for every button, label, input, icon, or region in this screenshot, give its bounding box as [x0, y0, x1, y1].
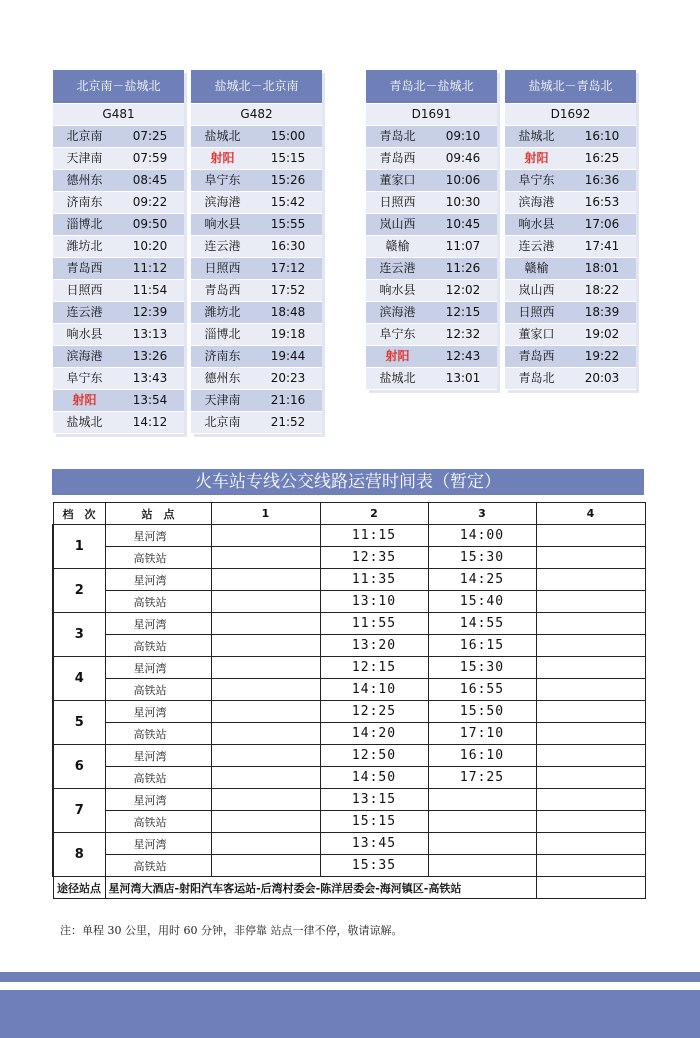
- station-name: 射阳: [385, 349, 410, 363]
- header-cell: 站 点: [105, 503, 211, 525]
- station-name: 董家口: [379, 173, 416, 187]
- bus-time: 15:50: [428, 701, 536, 723]
- train-number: G482: [191, 104, 322, 126]
- departure-time: 15:42: [270, 195, 306, 209]
- bus-time: 11:15: [320, 525, 428, 547]
- train-stop-row: [505, 192, 636, 214]
- station-name: 日照西: [66, 283, 103, 297]
- station-name: 潍坊北: [204, 305, 241, 319]
- station-name: 响水县: [379, 283, 416, 297]
- station-name: 盐城北: [204, 129, 241, 143]
- train-stops: [366, 126, 497, 390]
- station-name: 日照西: [204, 261, 241, 275]
- train-stop-row: [191, 170, 322, 192]
- train-stop-row: [366, 280, 497, 302]
- departure-time: 10:20: [132, 239, 168, 253]
- bus-time: [536, 679, 645, 701]
- bus-time: [211, 811, 320, 833]
- station-name: 连云港: [518, 239, 555, 253]
- station-name: 射阳: [210, 151, 235, 165]
- departure-time: 12:32: [445, 327, 481, 341]
- train-stop-row: [505, 324, 636, 346]
- route-row: [53, 877, 645, 899]
- train-stop-row: [191, 412, 322, 434]
- train-stop-row: [53, 368, 184, 390]
- stop-name: 星河湾: [105, 701, 211, 723]
- train-stop-row: [505, 214, 636, 236]
- departure-time: 13:01: [445, 371, 481, 385]
- station-name: 董家口: [518, 327, 555, 341]
- departure-time: 18:39: [584, 305, 620, 319]
- stop-name: 高铁站: [105, 723, 211, 745]
- bus-time: 13:10: [320, 591, 428, 613]
- departure-time: 09:46: [445, 151, 481, 165]
- station-name: 日照西: [518, 305, 555, 319]
- bus-row: [53, 855, 645, 877]
- bus-time: 14:50: [320, 767, 428, 789]
- shift-number: 8: [53, 833, 105, 877]
- header-cell: 档 次: [53, 503, 105, 525]
- stop-name: 高铁站: [105, 547, 211, 569]
- train-stop-row: [191, 126, 322, 148]
- station-name: 响水县: [518, 217, 555, 231]
- departure-time: 15:26: [270, 173, 306, 187]
- bus-time: [536, 657, 645, 679]
- train-stop-row: [505, 280, 636, 302]
- departure-time: 20:03: [584, 371, 620, 385]
- station-name: 岚山西: [379, 217, 416, 231]
- departure-time: 09:50: [132, 217, 168, 231]
- stop-name: 高铁站: [105, 767, 211, 789]
- train-stop-row: [53, 236, 184, 258]
- departure-time: 17:41: [584, 239, 620, 253]
- station-name: 滨海港: [518, 195, 555, 209]
- departure-time: 07:25: [132, 129, 168, 143]
- train-stop-row: [366, 236, 497, 258]
- shift-number: 7: [53, 789, 105, 833]
- station-name: 连云港: [66, 305, 103, 319]
- bus-time: [536, 547, 645, 569]
- train-stop-row: [505, 346, 636, 368]
- bus-time: [536, 723, 645, 745]
- station-name: 响水县: [204, 217, 241, 231]
- station-name: 济南东: [204, 349, 241, 363]
- train-number: G481: [53, 104, 184, 126]
- bus-time: [211, 767, 320, 789]
- station-name: 青岛西: [204, 283, 241, 297]
- departure-time: 16:53: [584, 195, 620, 209]
- station-name: 阜宁东: [379, 327, 416, 341]
- decorative-footer: [0, 990, 700, 1038]
- station-name: 济南东: [66, 195, 103, 209]
- train-stops: [505, 126, 636, 390]
- shift-number: 2: [53, 569, 105, 613]
- station-name: 岚山西: [518, 283, 555, 297]
- bus-time: 17:10: [428, 723, 536, 745]
- bus-time: [428, 811, 536, 833]
- train-stop-row: [191, 368, 322, 390]
- bus-time: [428, 855, 536, 877]
- train-table-g482: [191, 70, 322, 434]
- train-route-title: 盐城北－北京南: [191, 70, 322, 104]
- train-number: D1692: [505, 104, 636, 126]
- stop-name: 星河湾: [105, 833, 211, 855]
- departure-time: 16:30: [270, 239, 306, 253]
- bus-time: 13:15: [320, 789, 428, 811]
- stop-name: 高铁站: [105, 635, 211, 657]
- bus-time: 16:10: [428, 745, 536, 767]
- train-stop-row: [53, 148, 184, 170]
- departure-time: 20:23: [270, 371, 306, 385]
- stop-name: 星河湾: [105, 789, 211, 811]
- departure-time: 12:15: [445, 305, 481, 319]
- train-stop-row: [505, 236, 636, 258]
- bus-time: 14:55: [428, 613, 536, 635]
- bus-time: [211, 855, 320, 877]
- train-route-title: 盐城北－青岛北: [505, 70, 636, 104]
- bus-time: [536, 811, 645, 833]
- bus-row: [53, 811, 645, 833]
- departure-time: 18:48: [270, 305, 306, 319]
- departure-time: 15:00: [270, 129, 306, 143]
- train-stop-row: [191, 280, 322, 302]
- bus-row: [53, 767, 645, 789]
- stop-name: 高铁站: [105, 591, 211, 613]
- train-stop-row: [53, 346, 184, 368]
- station-name: 连云港: [379, 261, 416, 275]
- train-stop-row: [53, 126, 184, 148]
- train-stop-row: [366, 126, 497, 148]
- station-name: 德州东: [204, 371, 241, 385]
- train-stop-row: [53, 324, 184, 346]
- bus-time: [211, 833, 320, 855]
- bus-time: 14:20: [320, 723, 428, 745]
- departure-time: 12:02: [445, 283, 481, 297]
- departure-time: 11:12: [132, 261, 168, 275]
- station-name: 阜宁东: [66, 371, 103, 385]
- train-stop-row: [53, 214, 184, 236]
- route-stops: 星河湾大酒店-射阳汽车客运站-后湾村委会-陈洋居委会-海河镇区-高铁站: [105, 877, 536, 899]
- train-route-title: 青岛北－盐城北: [366, 70, 497, 104]
- bus-time: [536, 855, 645, 877]
- train-stop-row: [366, 346, 497, 368]
- bus-time: [536, 613, 645, 635]
- bus-row: [53, 547, 645, 569]
- bus-time: [211, 591, 320, 613]
- departure-time: 16:10: [584, 129, 620, 143]
- bus-time: 11:55: [320, 613, 428, 635]
- bus-body: [53, 525, 645, 877]
- train-stop-row: [366, 148, 497, 170]
- bus-time: [536, 789, 645, 811]
- bus-time: [536, 525, 645, 547]
- train-stop-row: [53, 170, 184, 192]
- bus-time: 12:25: [320, 701, 428, 723]
- departure-time: 19:02: [584, 327, 620, 341]
- departure-time: 10:45: [445, 217, 481, 231]
- bus-row: [53, 569, 645, 591]
- bus-header-row: [53, 503, 645, 525]
- station-name: 青岛北: [379, 129, 416, 143]
- stop-name: 星河湾: [105, 657, 211, 679]
- station-name: 青岛西: [379, 151, 416, 165]
- bus-time: [211, 679, 320, 701]
- train-stops: [191, 126, 322, 434]
- station-name: 北京南: [66, 129, 103, 143]
- station-name: 盐城北: [66, 415, 103, 429]
- bus-schedule-table: [52, 502, 646, 899]
- header-cell: 3: [428, 503, 536, 525]
- train-table-d1692: [505, 70, 636, 390]
- station-name: 淄博北: [66, 217, 103, 231]
- departure-time: 17:12: [270, 261, 306, 275]
- departure-time: 10:06: [445, 173, 481, 187]
- station-name: 连云港: [204, 239, 241, 253]
- train-stop-row: [191, 390, 322, 412]
- departure-time: 18:22: [584, 283, 620, 297]
- bus-time: 16:55: [428, 679, 536, 701]
- departure-time: 17:06: [584, 217, 620, 231]
- station-name: 阜宁东: [518, 173, 555, 187]
- train-stop-row: [505, 148, 636, 170]
- station-name: 滨海港: [204, 195, 241, 209]
- bus-time: [211, 569, 320, 591]
- train-stop-row: [191, 258, 322, 280]
- bus-time: [536, 745, 645, 767]
- bus-time: [536, 569, 645, 591]
- train-table-g481: [53, 70, 184, 434]
- station-name: 日照西: [379, 195, 416, 209]
- departure-time: 07:59: [132, 151, 168, 165]
- bus-row: [53, 833, 645, 855]
- departure-time: 12:39: [132, 305, 168, 319]
- bus-time: [211, 701, 320, 723]
- train-stop-row: [53, 192, 184, 214]
- bus-row: [53, 679, 645, 701]
- train-stop-row: [366, 214, 497, 236]
- bus-time: [536, 701, 645, 723]
- departure-time: 11:07: [445, 239, 481, 253]
- shift-number: 3: [53, 613, 105, 657]
- station-name: 淄博北: [204, 327, 241, 341]
- bus-time: [428, 789, 536, 811]
- train-stop-row: [53, 280, 184, 302]
- station-name: 射阳: [72, 393, 97, 407]
- header-cell: 4: [536, 503, 645, 525]
- departure-time: 21:52: [270, 415, 306, 429]
- station-name: 青岛西: [518, 349, 555, 363]
- train-stop-row: [505, 368, 636, 390]
- train-stop-row: [366, 192, 497, 214]
- train-stop-row: [366, 170, 497, 192]
- bus-row: [53, 635, 645, 657]
- station-name: 滨海港: [379, 305, 416, 319]
- bus-time: [211, 547, 320, 569]
- shift-number: 1: [53, 525, 105, 569]
- bus-row: [53, 745, 645, 767]
- bus-row: [53, 657, 645, 679]
- station-name: 德州东: [66, 173, 103, 187]
- departure-time: 15:55: [270, 217, 306, 231]
- bus-time: 13:45: [320, 833, 428, 855]
- train-route-title: 北京南－盐城北: [53, 70, 184, 104]
- train-stop-row: [191, 236, 322, 258]
- bus-row: [53, 613, 645, 635]
- departure-time: 19:22: [584, 349, 620, 363]
- bus-row: [53, 789, 645, 811]
- departure-time: 19:18: [270, 327, 306, 341]
- train-stop-row: [53, 258, 184, 280]
- bus-time: 15:35: [320, 855, 428, 877]
- train-stop-row: [366, 368, 497, 390]
- stop-name: 高铁站: [105, 855, 211, 877]
- shift-number: 5: [53, 701, 105, 745]
- bus-time: [536, 635, 645, 657]
- header-cell: 2: [320, 503, 428, 525]
- station-name: 北京南: [204, 415, 241, 429]
- train-table-d1691: [366, 70, 497, 390]
- departure-time: 10:30: [445, 195, 481, 209]
- station-name: 青岛西: [66, 261, 103, 275]
- train-stop-row: [53, 412, 184, 434]
- station-name: 盐城北: [379, 371, 416, 385]
- bus-time: 15:30: [428, 547, 536, 569]
- train-stop-row: [366, 324, 497, 346]
- departure-time: 09:10: [445, 129, 481, 143]
- departure-time: 08:45: [132, 173, 168, 187]
- stop-name: 星河湾: [105, 745, 211, 767]
- train-stops: [53, 126, 184, 434]
- shift-number: 4: [53, 657, 105, 701]
- departure-time: 13:26: [132, 349, 168, 363]
- train-stop-row: [53, 302, 184, 324]
- departure-time: 21:16: [270, 393, 306, 407]
- bus-time: [211, 657, 320, 679]
- train-stop-row: [191, 214, 322, 236]
- bus-time: [211, 635, 320, 657]
- header-cell: 1: [211, 503, 320, 525]
- departure-time: 13:43: [132, 371, 168, 385]
- route-empty-cell: [536, 877, 645, 899]
- bus-schedule-title: 火车站专线公交线路运营时间表（暂定）: [52, 469, 644, 495]
- train-stop-row: [505, 170, 636, 192]
- station-name: 阜宁东: [204, 173, 241, 187]
- station-name: 赣榆: [385, 239, 410, 253]
- train-stop-row: [191, 302, 322, 324]
- departure-time: 17:52: [270, 283, 306, 297]
- departure-time: 09:22: [132, 195, 168, 209]
- station-name: 盐城北: [518, 129, 555, 143]
- departure-time: 16:25: [584, 151, 620, 165]
- train-stop-row: [366, 258, 497, 280]
- departure-time: 12:43: [445, 349, 481, 363]
- bus-row: [53, 701, 645, 723]
- bus-time: [211, 613, 320, 635]
- train-stop-row: [191, 192, 322, 214]
- station-name: 赣榆: [524, 261, 549, 275]
- station-name: 青岛北: [518, 371, 555, 385]
- bus-time: 14:25: [428, 569, 536, 591]
- departure-time: 11:26: [445, 261, 481, 275]
- bus-time: [428, 833, 536, 855]
- stop-name: 星河湾: [105, 525, 211, 547]
- bus-time: [536, 591, 645, 613]
- bus-time: 17:25: [428, 767, 536, 789]
- departure-time: 18:01: [584, 261, 620, 275]
- train-stop-row: [191, 324, 322, 346]
- stop-name: 高铁站: [105, 811, 211, 833]
- departure-time: 15:15: [270, 151, 306, 165]
- bus-time: 14:00: [428, 525, 536, 547]
- stop-name: 星河湾: [105, 613, 211, 635]
- stop-name: 高铁站: [105, 679, 211, 701]
- station-name: 潍坊北: [66, 239, 103, 253]
- bus-time: 12:15: [320, 657, 428, 679]
- departure-time: 14:12: [132, 415, 168, 429]
- train-stop-row: [53, 390, 184, 412]
- station-name: 天津南: [66, 151, 103, 165]
- bus-row: [53, 723, 645, 745]
- station-name: 响水县: [66, 327, 103, 341]
- bus-time: [536, 833, 645, 855]
- train-number: D1691: [366, 104, 497, 126]
- departure-time: 13:13: [132, 327, 168, 341]
- bus-time: 11:35: [320, 569, 428, 591]
- bus-time: [211, 525, 320, 547]
- departure-time: 11:54: [132, 283, 168, 297]
- station-name: 射阳: [524, 151, 549, 165]
- bus-time: 13:20: [320, 635, 428, 657]
- bus-time: [211, 789, 320, 811]
- bus-time: [536, 767, 645, 789]
- bus-time: [211, 723, 320, 745]
- train-stop-row: [505, 258, 636, 280]
- train-stop-row: [505, 126, 636, 148]
- bus-time: 15:15: [320, 811, 428, 833]
- train-stop-row: [366, 302, 497, 324]
- train-stop-row: [191, 346, 322, 368]
- stop-name: 星河湾: [105, 569, 211, 591]
- route-label: 途径站点: [53, 877, 105, 899]
- departure-time: 13:54: [132, 393, 168, 407]
- bus-row: [53, 591, 645, 613]
- departure-time: 19:44: [270, 349, 306, 363]
- footnote: 注：单程 30 公里，用时 60 分钟，非停靠 站点一律不停，敬请谅解。: [60, 924, 403, 937]
- bus-time: 15:30: [428, 657, 536, 679]
- bus-time: [211, 745, 320, 767]
- bus-time: 12:35: [320, 547, 428, 569]
- bus-time: 12:50: [320, 745, 428, 767]
- station-name: 天津南: [204, 393, 241, 407]
- departure-time: 16:36: [584, 173, 620, 187]
- bus-row: [53, 525, 645, 547]
- train-stop-row: [505, 302, 636, 324]
- bus-time: 16:15: [428, 635, 536, 657]
- bus-time: 14:10: [320, 679, 428, 701]
- train-stop-row: [191, 148, 322, 170]
- shift-number: 6: [53, 745, 105, 789]
- decorative-band: [0, 972, 700, 982]
- station-name: 滨海港: [66, 349, 103, 363]
- bus-time: 15:40: [428, 591, 536, 613]
